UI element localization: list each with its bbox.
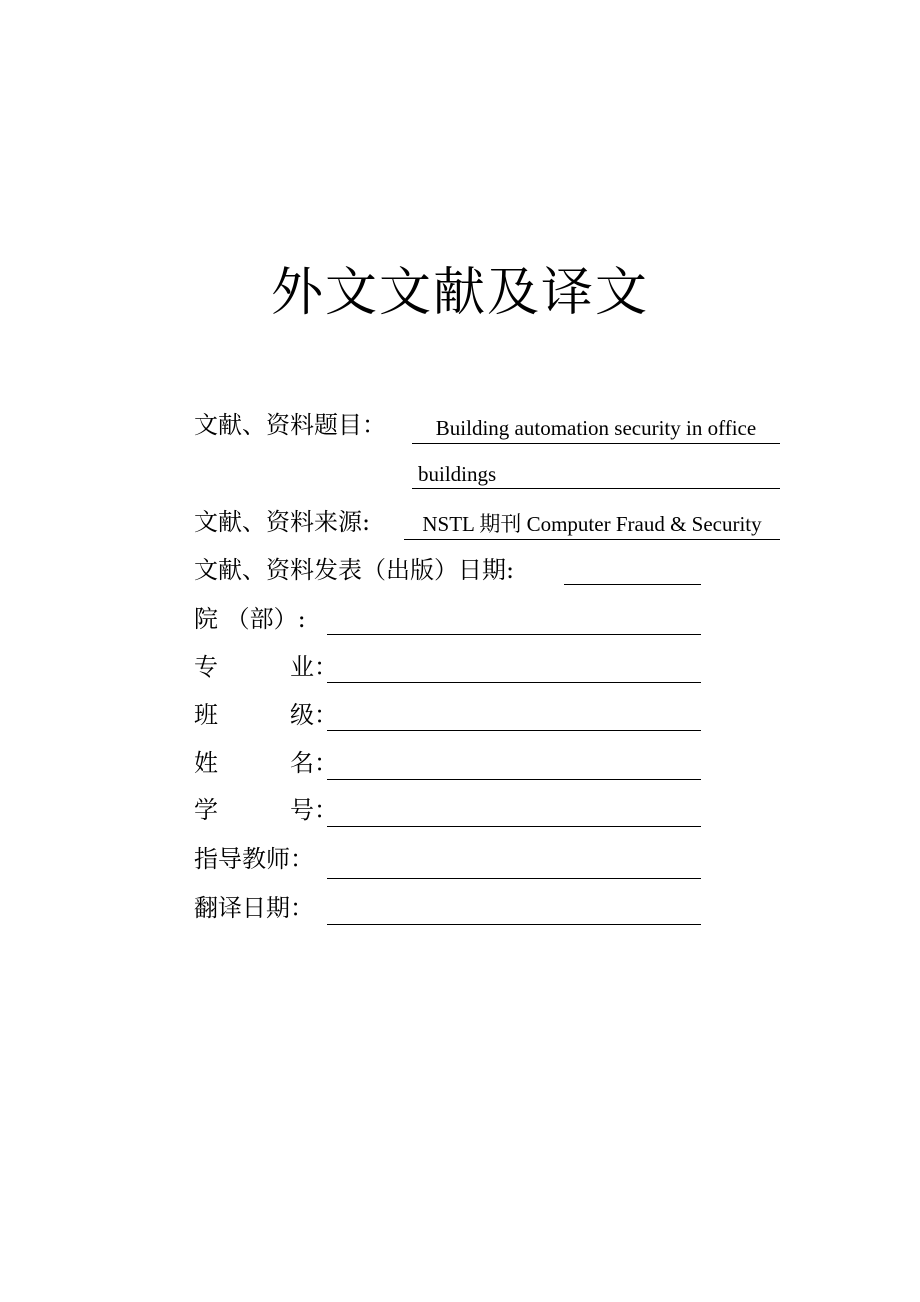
student-id-label-b: 号: [290, 796, 314, 824]
publish-date-label: 文献、资料发表（出版）日期:: [194, 556, 515, 584]
major-label-a: 专: [194, 653, 251, 681]
class-label-a: 班: [194, 701, 251, 729]
translate-date-field[interactable]: [327, 894, 701, 925]
name-field[interactable]: [327, 749, 701, 780]
name-label: [194, 748, 338, 778]
advisor-label: 指导教师：: [194, 845, 314, 873]
topic-field-line2[interactable]: buildings: [412, 459, 780, 489]
department-label: 院 （部）:: [194, 605, 306, 633]
advisor-field[interactable]: [327, 848, 701, 879]
name-label-b: 名: [290, 749, 314, 777]
student-id-label-a: 学: [194, 796, 251, 824]
topic-label: 文献、资料题目：: [194, 411, 386, 439]
student-id-colon: ：: [314, 796, 338, 824]
class-colon: ：: [314, 701, 338, 729]
department-field[interactable]: [327, 604, 701, 635]
class-field[interactable]: [327, 700, 701, 731]
class-label: [194, 700, 338, 730]
major-colon: ：: [314, 653, 338, 681]
major-label: [194, 652, 338, 682]
document-title: 外文文献及译文: [270, 263, 649, 323]
topic-field-line1[interactable]: Building automation security in office: [412, 413, 780, 444]
student-id-field[interactable]: [327, 796, 701, 827]
major-label-b: 业: [290, 653, 314, 681]
source-field[interactable]: NSTL 期刊 Computer Fraud & Security: [404, 509, 780, 540]
name-colon: ：: [314, 749, 338, 777]
major-field[interactable]: [327, 652, 701, 683]
name-label-a: 姓: [194, 749, 251, 777]
translate-date-label: 翻译日期：: [194, 894, 314, 922]
source-label: 文献、资料来源:: [194, 508, 371, 536]
class-label-b: 级: [290, 701, 314, 729]
publish-date-field[interactable]: [564, 554, 701, 585]
student-id-label: [194, 795, 338, 825]
